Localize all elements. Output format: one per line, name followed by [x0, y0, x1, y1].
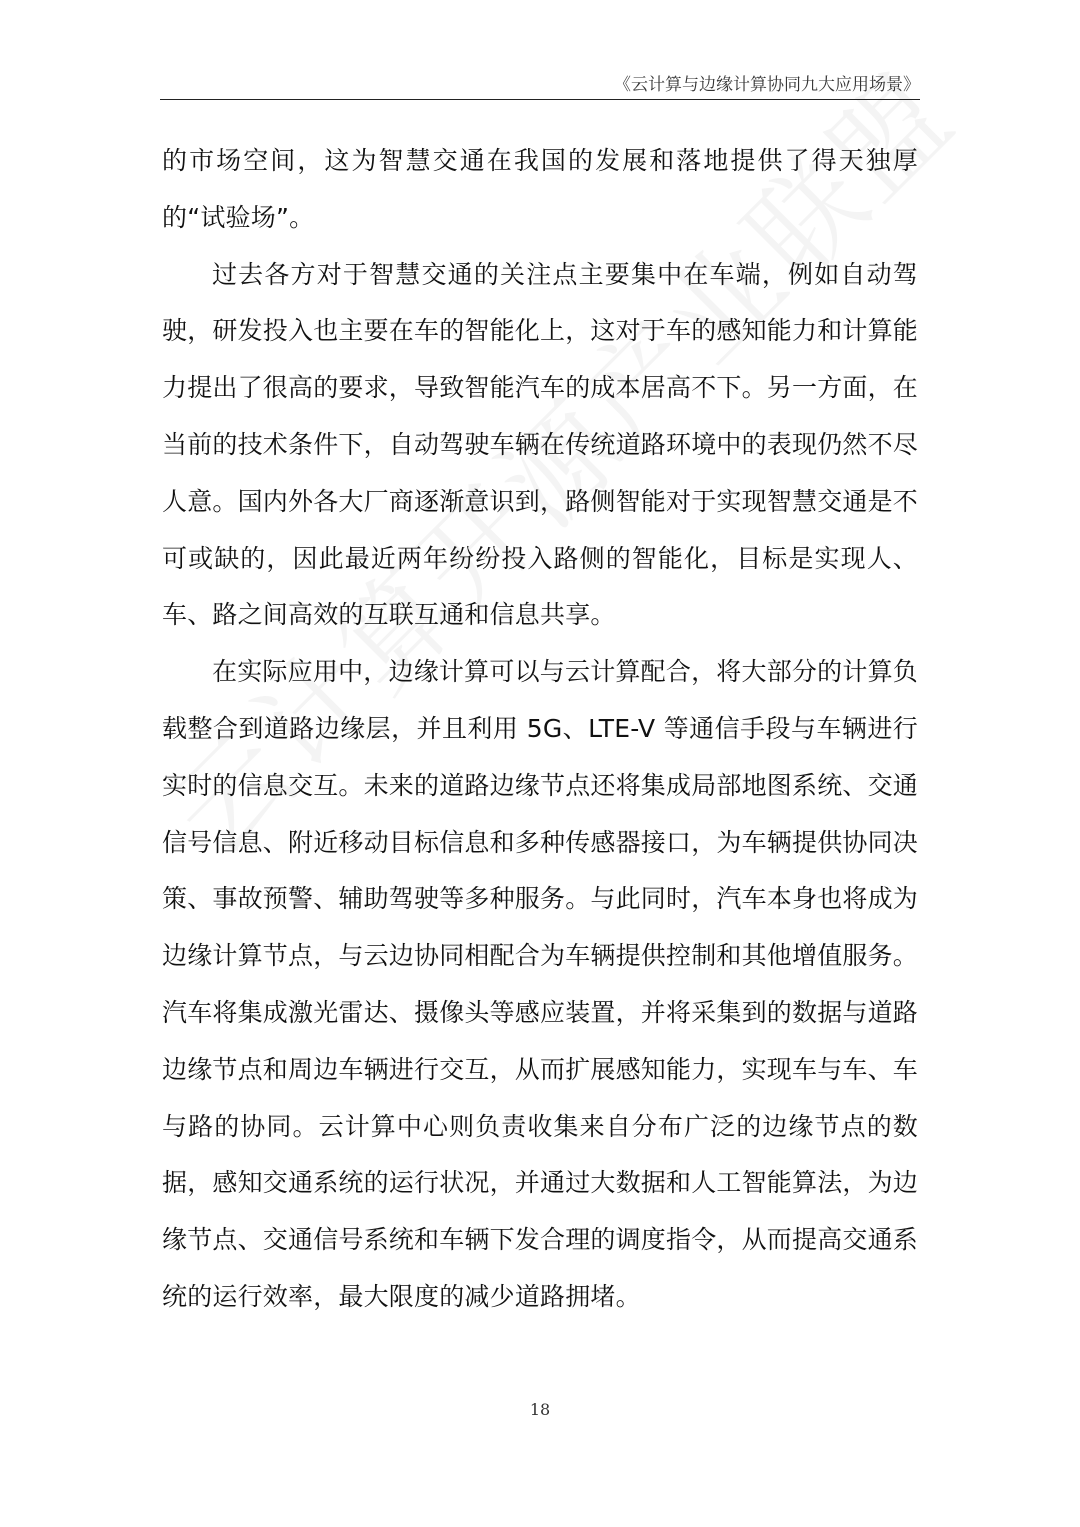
paragraph-1: 的市场空间，这为智慧交通在我国的发展和落地提供了得天独厚的“试验场”。: [162, 146, 918, 232]
running-header: 《云计算与边缘计算协同九大应用场景》: [614, 75, 920, 95]
paragraph-2: 过去各方对于智慧交通的关注点主要集中在车端，例如自动驾驶，研发投入也主要在车的智能化上，这对于车的感知能力和计算能力提出了很高的要求，导致智能汽车的成本居高不下。另一方面，在当前的技术条件下，自动驾驶车辆在传统道路环境中的表现仍然不尽人意。国内外各大厂商逐渐意识到，路侧智能对于实现智慧交通是不可或缺的，因此最近两年纷纷投入路侧的智能化，目标是实现人、车、路之间高效的互联互通和信息共享。: [162, 259, 919, 630]
paragraph-3: 在实际应用中，边缘计算可以与云计算配合，将大部分的计算负载整合到道路边缘层，并且利用 5G、LTE-V 等通信手段与车辆进行实时的信息交互。未来的道路边缘节点还将集成局部地图系统、交通信号信息、附近移动目标信息和多种传感器接口，为车辆提供协同决策、事故预警、辅助驾驶等多种服务。与此同时，汽车本身也将成为边缘计算节点，与云边协同相配合为车辆提供控制和其他增值服务。汽车将集成激光雷达、摄像头等感应装置，并将采集到的数据与道路边缘节点和周边车辆进行交互，从而扩展感知能力，实现车与车、车与路的协同。云计算中心则负责收集来自分布广泛的边缘节点的数据，感知交通系统的运行状况，并通过大数据和人工智能算法，为边缘节点、交通信号系统和车辆下发合理的调度指令，从而提高交通系统的运行效率，最大限度的减少道路拥堵。: [162, 657, 919, 1311]
body-text: [162, 133, 918, 1326]
header-rule: [160, 99, 920, 100]
page-number: 18: [529, 1400, 551, 1419]
